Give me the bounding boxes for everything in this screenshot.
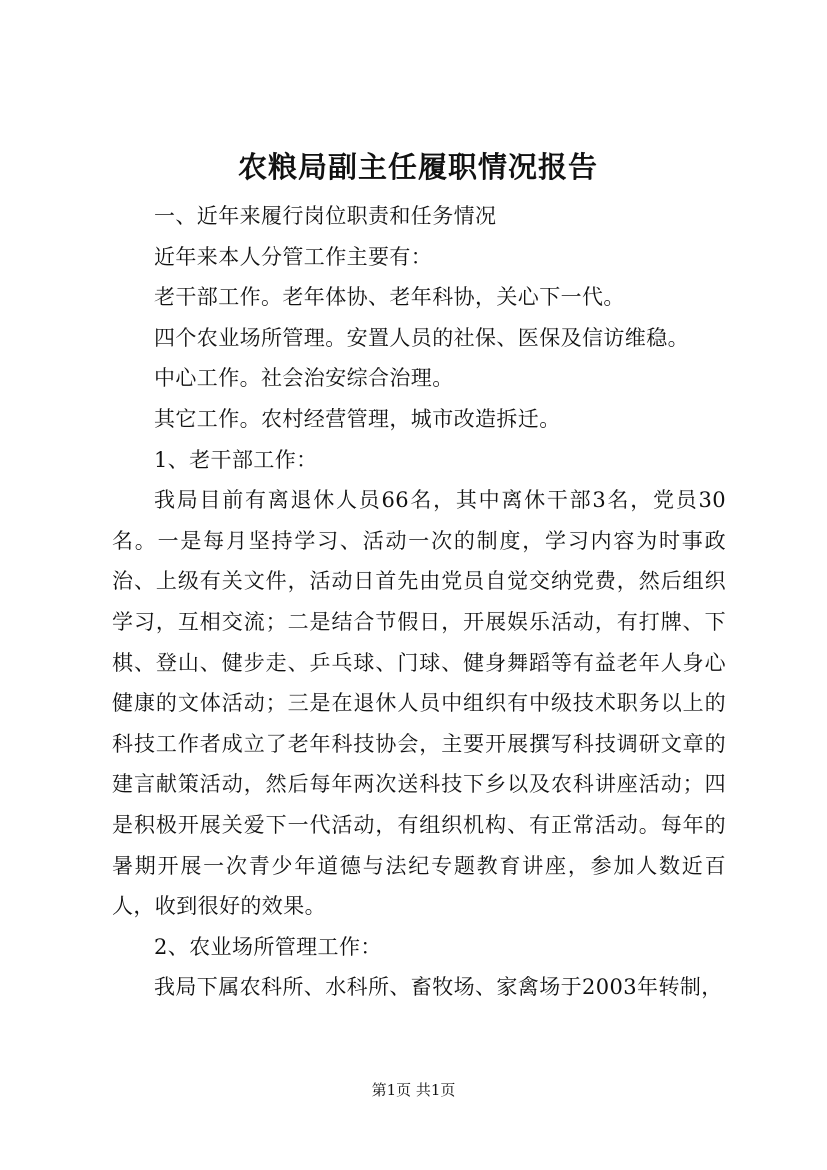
document-title: 农粮局副主任履职情况报告 [237, 150, 598, 184]
paragraph: 老干部工作。老年体协、老年科协，关心下一代。 [154, 285, 625, 310]
document-body [112, 196, 726, 1008]
paragraph: 四个农业场所管理。安置人员的社保、医保及信访维稳。 [154, 325, 689, 350]
paragraph: 我局下属农科所、水科所、畜牧场、家禽场于2003年转制， [154, 975, 723, 1000]
paragraph: 近年来本人分管工作主要有： [154, 244, 433, 269]
paragraph: 我局目前有离退休人员66名，其中离休干部3名，党员30名。一是每月坚持学习、活动一次的制度，学习内容为时事政治、上级有关文件，活动日首先由党员自觉交纳党费，然后组织学习，互相交流；二是结合节假日，开展娱乐活动，有打牌、下棋、登山、健步走、乒乓球、门球、健身舞蹈等有益老年人身心健康的文体活动；三是在退休人员中组织有中级技术职务以上的科技工作者成立了老年科技协会，主要开展撰写科技调研文章的建言献策活动，然后每年两次送科技下乡以及农科讲座活动；四是积极开展关爱下一代活动，有组织机构、有正常活动。每年的暑期开展一次青少年道德与法纪专题教育讲座，参加人数近百人，收到很好的效果。 [112, 488, 726, 919]
paragraph: 其它工作。农村经营管理，城市改造拆迁。 [154, 406, 561, 431]
paragraph: 中心工作。社会治安综合治理。 [154, 366, 454, 391]
subsection-heading: 2、农业场所管理工作： [154, 934, 382, 959]
subsection-heading: 1、老干部工作： [154, 447, 318, 472]
section-heading: 一、近年来履行岗位职责和任务情况 [154, 204, 497, 228]
page-footer: 第1页 共1页 [371, 1081, 456, 1099]
